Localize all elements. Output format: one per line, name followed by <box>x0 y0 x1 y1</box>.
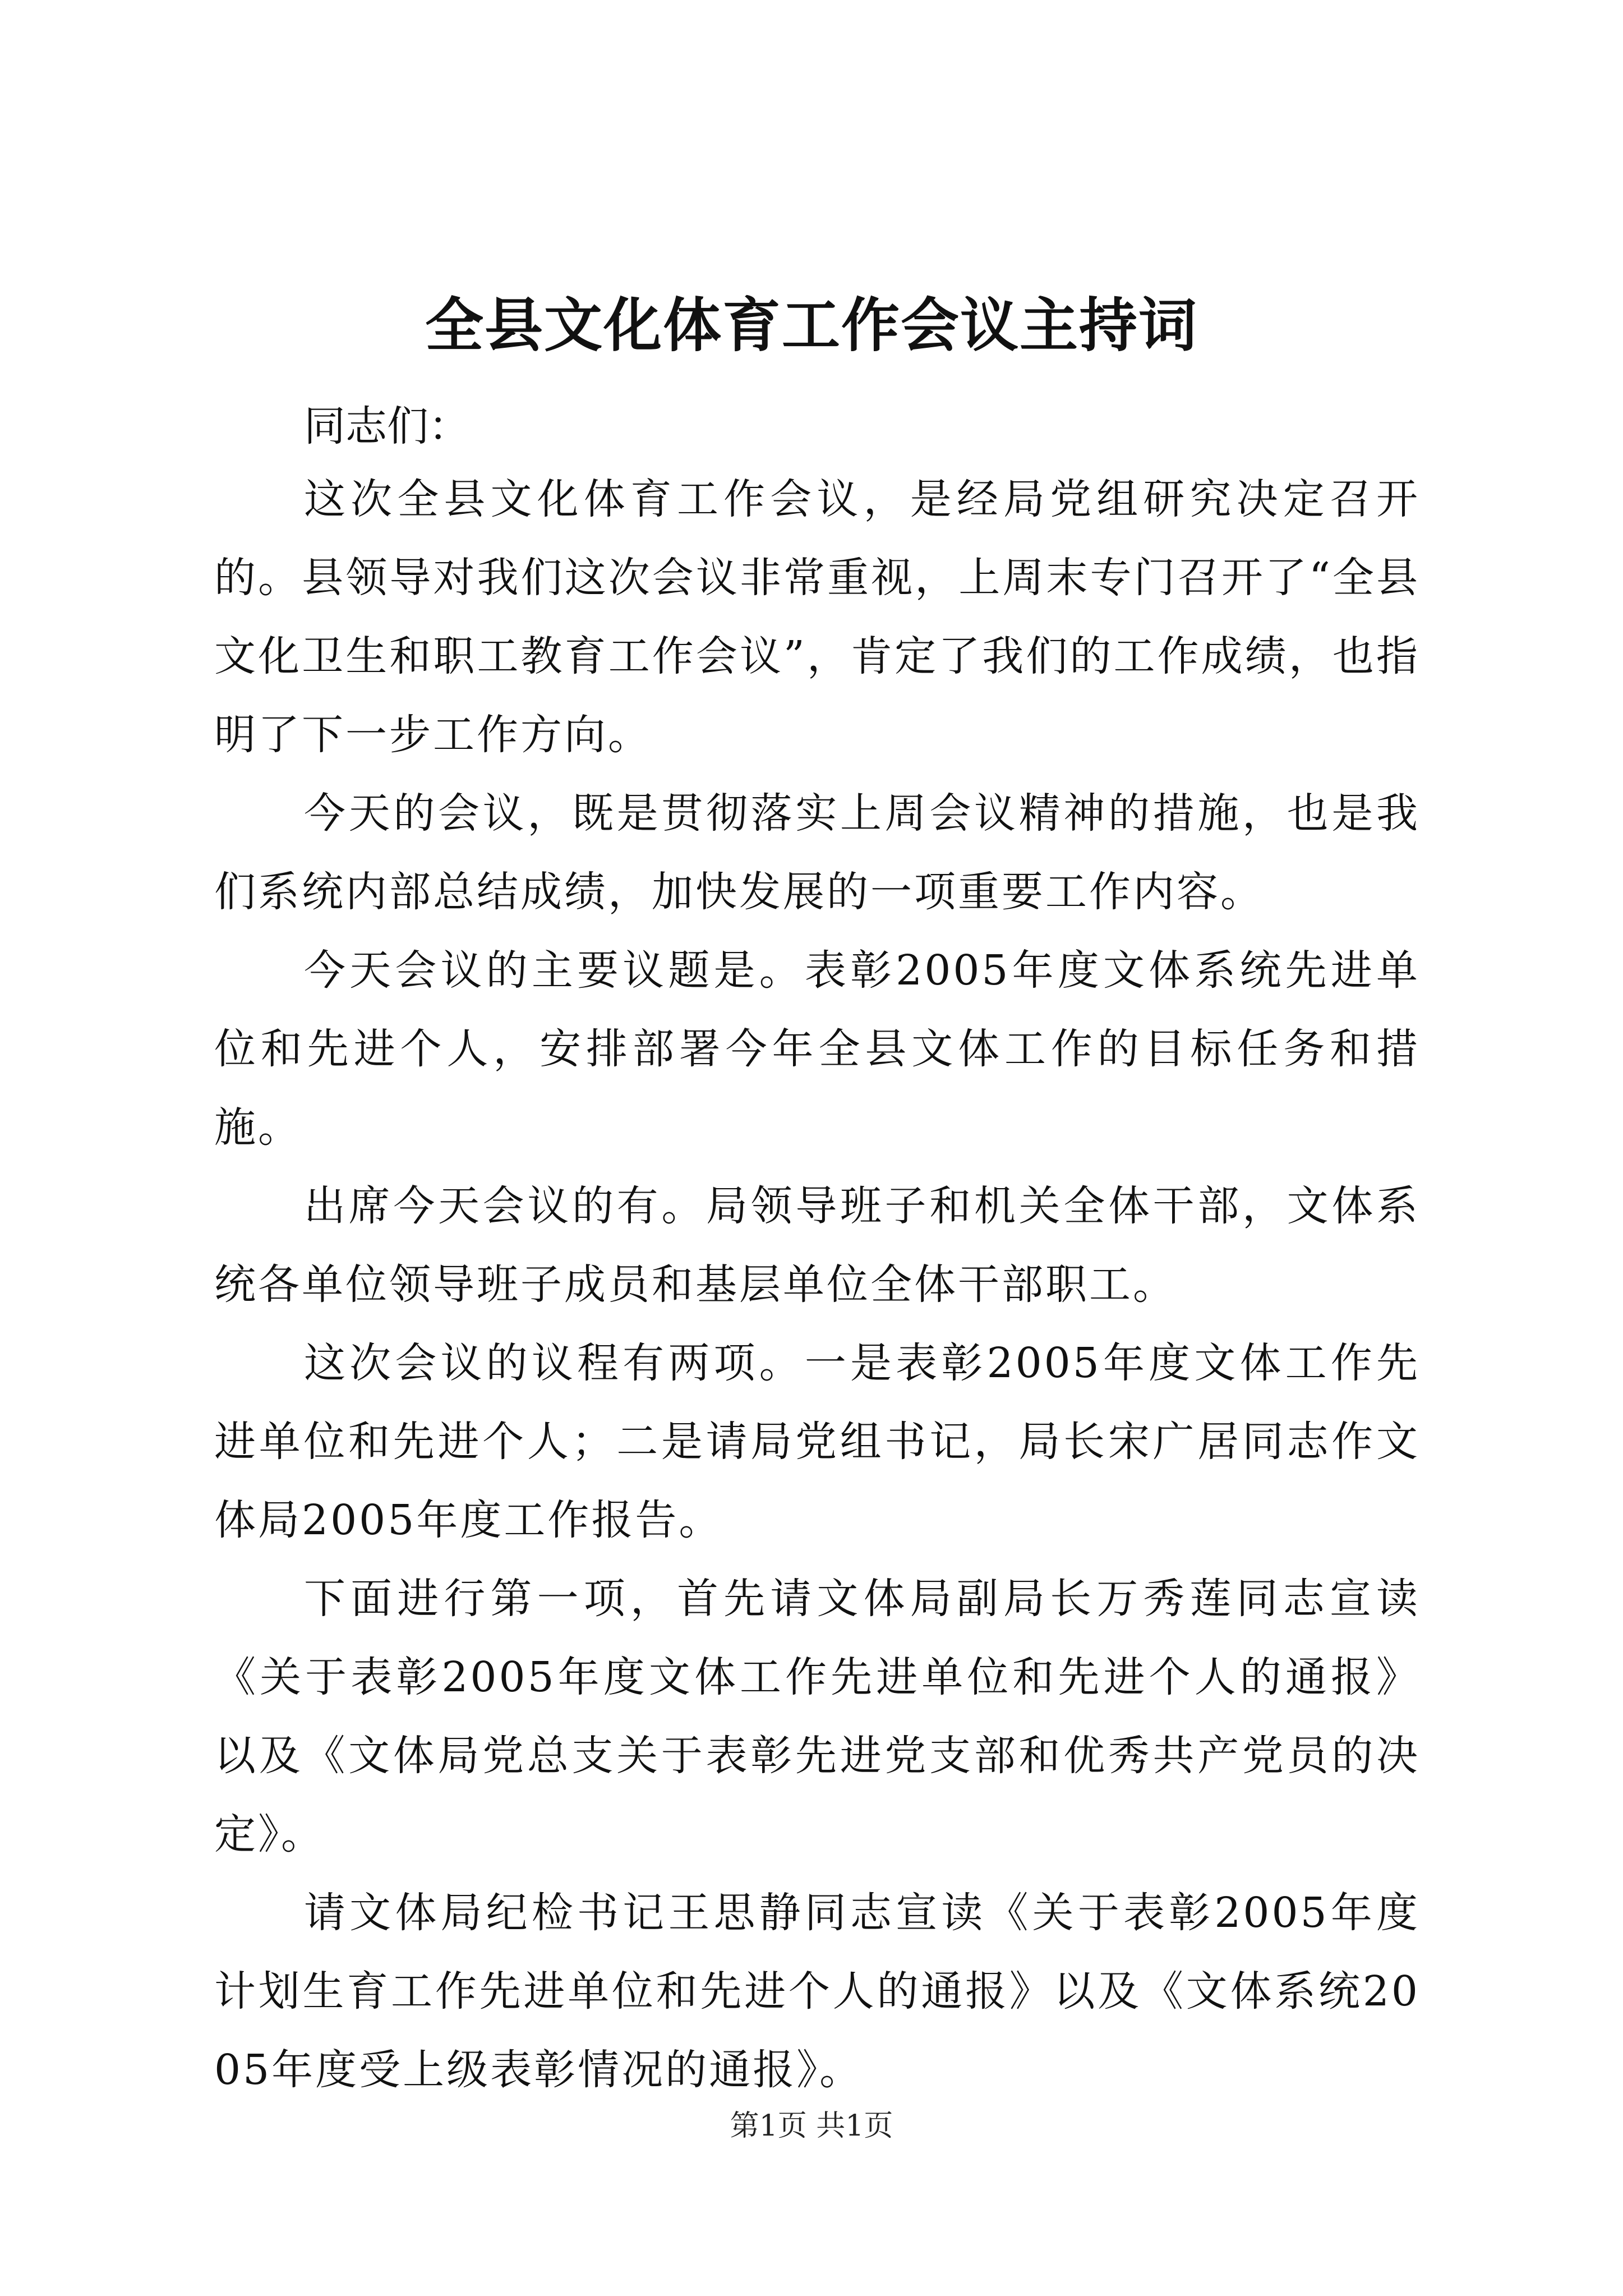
paragraph: 请文体局纪检书记王思静同志宣读《关于表彰2005年度计划生育工作先进单位和先进个人的通报》以及《文体系统2005年度受上级表彰情况的通报》。 <box>214 1889 1420 2094</box>
paragraph: 下面进行第一项，首先请文体局副局长万秀莲同志宣读《关于表彰2005年度文体工作先进单位和先进个人的通报》以及《文体局党总支关于表彰先进党支部和优秀共产党员的决定》。 <box>214 1575 1420 1858</box>
paragraph: 出席今天会议的有。局领导班子和机关全体干部，文体系统各单位领导班子成员和基层单位全体干部职工。 <box>214 1182 1420 1309</box>
paragraph: 今天会议的主要议题是。表彰2005年度文体系统先进单位和先进个人，安排部署今年全县文体工作的目标任务和措施。 <box>214 946 1420 1152</box>
paragraph: 今天的会议，既是贯彻落实上周会议精神的措施，也是我们系统内部总结成绩，加快发展的一项重要工作内容。 <box>214 789 1420 916</box>
greeting: 同志们： <box>304 402 470 450</box>
paragraph: 这次会议的议程有两项。一是表彰2005年度文体工作先进单位和先进个人；二是请局党组书记，局长宋广居同志作文体局2005年度工作报告。 <box>214 1339 1420 1544</box>
page-number-footer: 第1页 共1页 <box>730 2109 893 2143</box>
paragraph: 这次全县文化体育工作会议，是经局党组研究决定召开的。县领导对我们这次会议非常重视，上周末专门召开了“全县文化卫生和职工教育工作会议”，肯定了我们的工作成绩，也指明了下一步工作方向。 <box>214 475 1420 759</box>
document-title: 全县文化体育工作会议主持词 <box>425 291 1198 360</box>
document-body <box>214 387 1420 2109</box>
